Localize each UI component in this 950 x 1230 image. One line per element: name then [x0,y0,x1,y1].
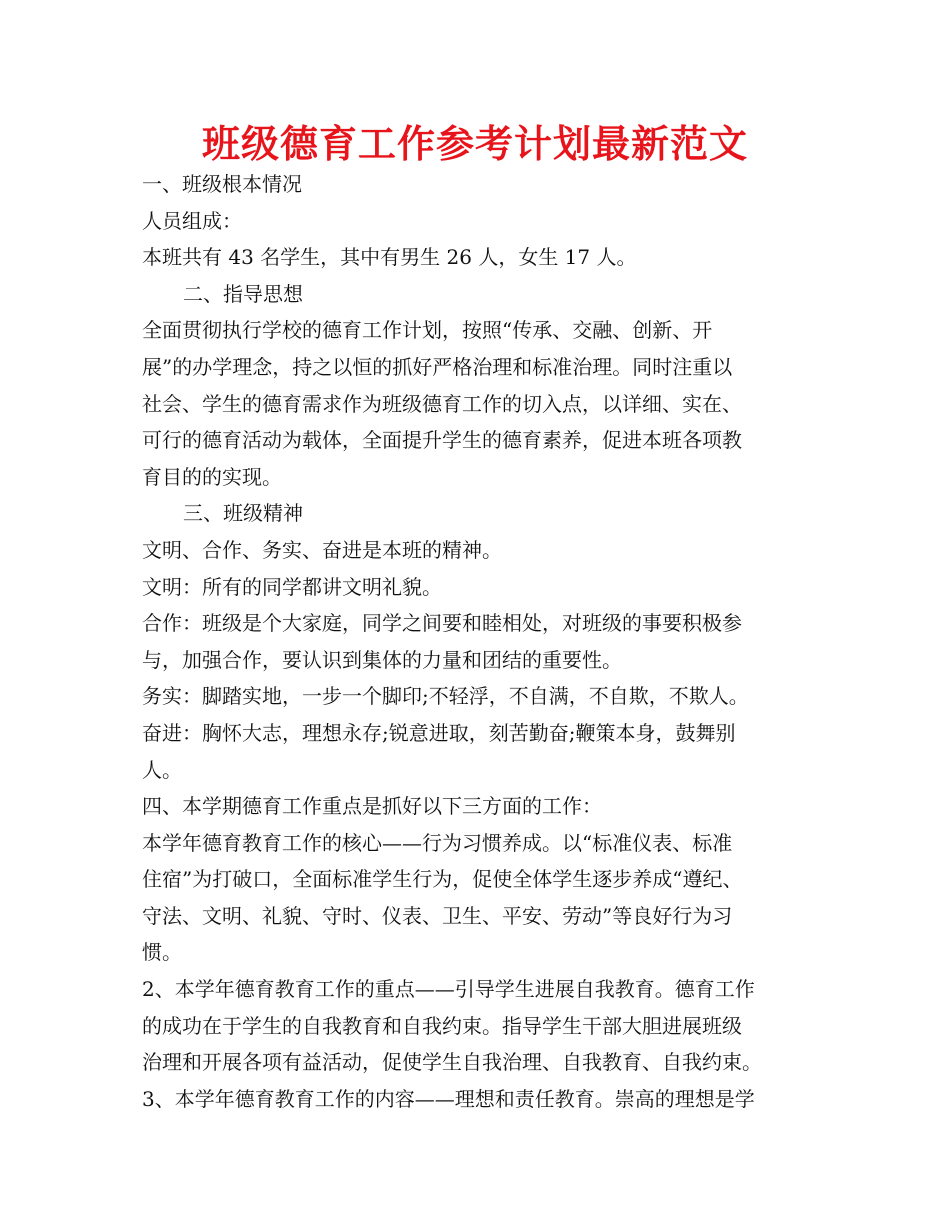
text-line: 的成功在于学生的自我教育和自我约束。指导学生干部大胆进展班级 [142,1013,742,1038]
text-line: 合作：班级是个大家庭，同学之间要和睦相处，对班级的事要积极参 [142,611,742,636]
text-line: 与，加强合作，要认识到集体的力量和团结的重要性。 [142,647,622,672]
text-line: 治理和开展各项有益活动，促使学生自我治理、自我教育、自我约束。 [142,1050,762,1075]
text-line: 一、班级根本情况 [142,172,302,196]
text-line: 人。 [142,757,182,782]
document-title: 班级德育工作参考计划最新范文 [201,122,748,166]
text-line: 3、本学年德育教育工作的内容——理想和责任教育。崇高的理想是学 [142,1086,755,1111]
text-line: 文明：所有的同学都讲文明礼貌。 [142,574,442,599]
text-line: 2、本学年德育教育工作的重点——引导学生进展自我教育。德育工作 [142,977,755,1002]
section-heading: 三、班级精神 [183,501,303,526]
text-line: 守法、文明、礼貌、守时、仪表、卫生、平安、劳动”等良好行为习 [142,903,733,928]
text-line: 四、本学期德育工作重点是抓好以下三方面的工作： [142,794,602,819]
text-line: 育目的的实现。 [142,464,282,489]
text-line: 全面贯彻执行学校的德育工作计划，按照“传承、交融、创新、开 [142,318,713,343]
text-line: 务实：脚踏实地，一步一个脚印;不轻浮，不自满，不自欺，不欺人。 [142,684,749,709]
text-line: 可行的德育活动为载体，全面提升学生的德育素养，促进本班各项教 [142,428,742,453]
text-line: 本班共有 43 名学生，其中有男生 26 人，女生 17 人。 [142,245,637,270]
text-line: 本学年德育教育工作的核心——行为习惯养成。以“标准仪表、标准 [142,830,733,855]
text-line: 住宿”为打破口，全面标准学生行为，促使全体学生逐步养成“遵纪、 [142,867,743,892]
text-line: 奋进：胸怀大志，理想永存;锐意进取，刻苦勤奋;鞭策本身，鼓舞别 [142,720,736,745]
section-heading: 二、指导思想 [183,281,303,306]
document-body [142,166,822,1117]
text-line: 展”的办学理念，持之以恒的抓好严格治理和标准治理。同时注重以 [142,354,733,379]
text-line: 社会、学生的德育需求作为班级德育工作的切入点，以详细、实在、 [142,391,742,416]
text-line: 文明、合作、务实、奋进是本班的精神。 [142,537,502,562]
text-line: 人员组成： [142,208,242,233]
text-line: 惯。 [142,940,182,965]
